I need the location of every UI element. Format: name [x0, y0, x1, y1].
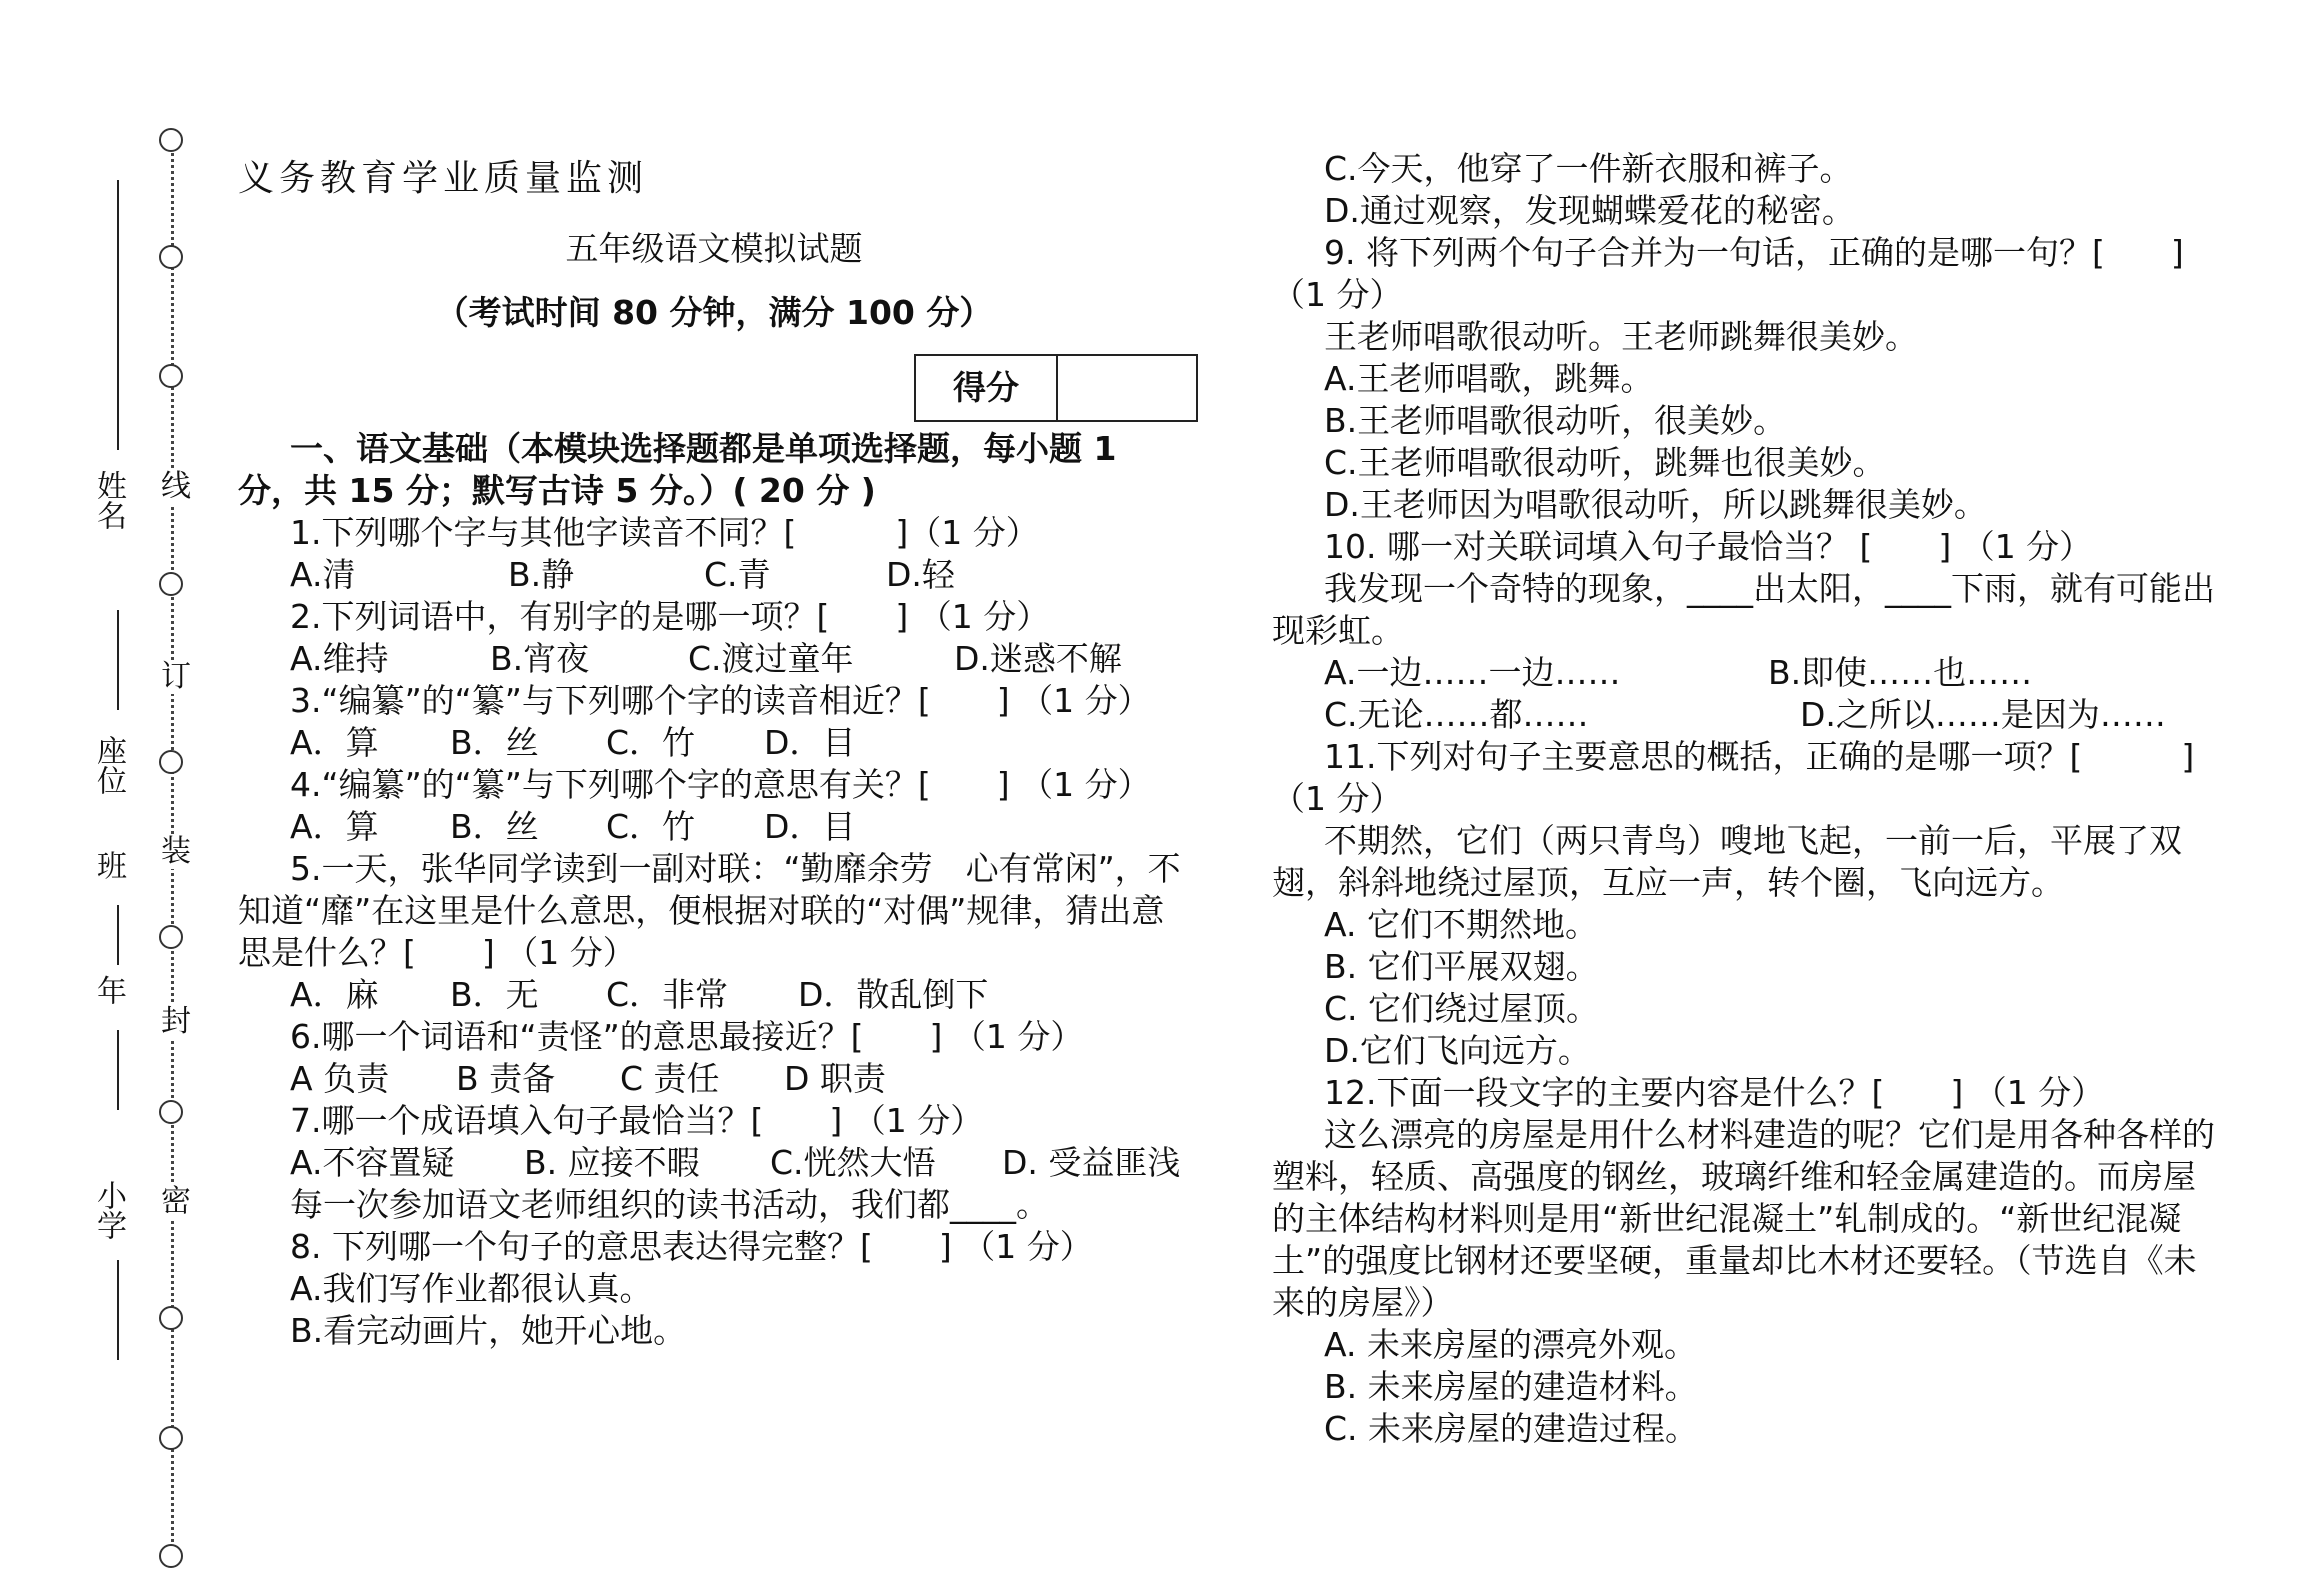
option[interactable]: A．算	[290, 807, 379, 846]
option[interactable]: D．目	[764, 807, 856, 846]
question-5-options	[238, 974, 1190, 1016]
option[interactable]: B．无	[450, 975, 539, 1014]
question-11-stem: 11.下列对句子主要意思的概括，正确的是哪一项？[ ]（1 分）	[1272, 737, 2195, 818]
question-9-sentence: 王老师唱歌很动听。王老师跳舞很美妙。	[1324, 317, 1918, 356]
option[interactable]: C．竹	[606, 807, 696, 846]
exam-time-note: （考试时间 80 分钟，满分 100 分）	[435, 293, 993, 332]
field-school-text: 小学	[91, 1180, 126, 1240]
option[interactable]: C．非常	[606, 975, 729, 1014]
option[interactable]: A.一边……一边……	[1324, 653, 1621, 692]
question-9-stem: 9. 将下列两个句子合并为一句话，正确的是哪一句？[ ] （1 分）	[1272, 233, 2184, 314]
seal-char-xian: 线	[161, 469, 191, 504]
option[interactable]: B.静	[508, 555, 575, 594]
option[interactable]: C.青	[704, 555, 771, 594]
question-11-option-b[interactable]: B. 它们平展双翅。	[1324, 947, 1599, 986]
field-class-label	[90, 850, 130, 880]
option[interactable]: B.宵夜	[490, 639, 590, 678]
seal-char-mi: 密	[161, 1184, 191, 1219]
seal-circle	[159, 1306, 183, 1330]
field-seat-label	[90, 735, 130, 795]
question-6-options	[238, 1058, 1190, 1100]
question-7-stem: 7.哪一个成语填入句子最恰当？[ ] （1 分）	[290, 1101, 984, 1140]
seal-circle	[159, 245, 183, 269]
question-10-options-row1	[1272, 652, 2220, 694]
section-heading: 一、语文基础（本模块选择题都是单项选择题，每小题 1 分，共 15 分；默写古诗 5 分。）( 20 分 )	[238, 429, 1117, 510]
option[interactable]: A．算	[290, 723, 379, 762]
seal-char-feng: 封	[161, 1004, 191, 1039]
option[interactable]: B．丝	[450, 723, 539, 762]
question-8-option-a[interactable]: A.我们写作业都很认真。	[290, 1269, 653, 1308]
field-name-label	[90, 470, 130, 530]
question-8-option-b[interactable]: B.看完动画片，她开心地。	[290, 1311, 687, 1350]
seal-circle	[159, 1100, 183, 1124]
question-4-options	[238, 806, 1190, 848]
question-9-option-c[interactable]: C.王老师唱歌很动听，跳舞也很美妙。	[1324, 443, 1886, 482]
option[interactable]: B 责备	[456, 1059, 556, 1098]
option[interactable]: D.之所以……是因为……	[1800, 695, 2166, 734]
score-label: 得分	[916, 356, 1058, 420]
question-8-option-c[interactable]: C.今天，他穿了一件新衣服和裤子。	[1324, 149, 1853, 188]
question-9-option-a[interactable]: A.王老师唱歌，跳舞。	[1324, 359, 1654, 398]
option[interactable]: D. 受益匪浅	[1002, 1143, 1181, 1182]
question-4-stem: 4.“编纂”的“纂”与下列哪个字的意思有关？[ ] （1 分）	[290, 765, 1151, 804]
question-10-stem: 10. 哪一对关联词填入句子最恰当？ [ ] （1 分）	[1324, 527, 2093, 566]
seal-char-ding: 订	[161, 659, 191, 694]
question-10-options-row2	[1272, 694, 2220, 736]
option[interactable]: D 职责	[784, 1059, 886, 1098]
option[interactable]: D．散乱倒下	[798, 975, 989, 1014]
field-grade-label	[90, 975, 130, 1005]
option[interactable]: C 责任	[620, 1059, 720, 1098]
option[interactable]: A.不容置疑	[290, 1143, 455, 1182]
option[interactable]: B．丝	[450, 807, 539, 846]
option[interactable]: B.即使……也……	[1768, 653, 2033, 692]
question-2-options	[238, 638, 1190, 680]
question-7-sentence: 每一次参加语文老师组织的读书活动，我们都____。	[290, 1185, 1049, 1224]
score-box	[914, 354, 1198, 422]
seal-circle	[159, 1544, 183, 1568]
question-1-options	[238, 554, 1190, 596]
option[interactable]: B. 应接不暇	[524, 1143, 700, 1182]
question-5-stem: 5.一天，张华同学读到一副对联：“勤靡余劳 心有常闲”，不知道“靡”在这里是什么意思，便根据对联的“对偶”规律，猜出意思是什么？[ ] （1 分）	[238, 849, 1181, 972]
field-seat-text: 座位	[91, 735, 126, 795]
seal-circle	[159, 572, 183, 596]
option[interactable]: C.无论……都……	[1324, 695, 1589, 734]
question-8-option-d[interactable]: D.通过观察，发现蝴蝶爱花的秘密。	[1324, 191, 1855, 230]
option[interactable]: D.轻	[886, 555, 955, 594]
question-11-sentence: 不期然，它们（两只青鸟）嗖地飞起，一前一后，平展了双翅，斜斜地绕过屋顶，互应一声，转个圈，飞向远方。	[1272, 821, 2182, 902]
question-9-option-d[interactable]: D.王老师因为唱歌很动听，所以跳舞很美妙。	[1324, 485, 1987, 524]
question-12-stem: 12.下面一段文字的主要内容是什么？[ ] （1 分）	[1324, 1073, 2105, 1112]
question-11-option-a[interactable]: A. 它们不期然地。	[1324, 905, 1598, 944]
field-grade-text: 年	[91, 975, 126, 1005]
option[interactable]: C.渡过童年	[688, 639, 854, 678]
grade-line	[117, 1030, 119, 1110]
field-name-text: 姓名	[91, 470, 126, 530]
question-9-option-b[interactable]: B.王老师唱歌很动听，很美妙。	[1324, 401, 1787, 440]
question-12-option-b[interactable]: B. 未来房屋的建造材料。	[1324, 1367, 1698, 1406]
left-column	[238, 150, 1190, 1352]
right-column	[1272, 148, 2220, 1450]
option[interactable]: A.维持	[290, 639, 389, 678]
class-line	[117, 905, 119, 965]
question-1-stem: 1.下列哪个字与其他字读音不同？[ ]（1 分）	[290, 513, 1039, 552]
question-6-stem: 6.哪一个词语和“责怪”的意思最接近？[ ] （1 分）	[290, 1017, 1084, 1056]
question-12-option-c[interactable]: C. 未来房屋的建造过程。	[1324, 1409, 1699, 1448]
seal-circle	[159, 1426, 183, 1450]
seal-circle	[159, 364, 183, 388]
exam-title: 义务教育学业质量监测	[238, 158, 649, 199]
seat-line	[117, 610, 119, 710]
binding-margin	[0, 0, 200, 1595]
question-11-option-d[interactable]: D.它们飞向远方。	[1324, 1031, 1591, 1070]
score-input-cell[interactable]	[1058, 356, 1196, 420]
seal-circle	[159, 128, 183, 152]
question-10-sentence: 我发现一个奇特的现象，____出太阳，____下雨，就有可能出现彩虹。	[1272, 569, 2215, 650]
field-school-label	[90, 1180, 130, 1240]
option[interactable]: A 负责	[290, 1059, 390, 1098]
option[interactable]: D.迷惑不解	[954, 639, 1122, 678]
question-12-option-a[interactable]: A. 未来房屋的漂亮外观。	[1324, 1325, 1697, 1364]
option[interactable]: C．竹	[606, 723, 696, 762]
seal-char-zhuang: 装	[161, 834, 191, 869]
school-line	[117, 1260, 119, 1360]
option[interactable]: D．目	[764, 723, 856, 762]
seal-circle	[159, 925, 183, 949]
question-2-stem: 2.下列词语中，有别字的是哪一项？[ ] （1 分）	[290, 597, 1050, 636]
option[interactable]: C.恍然大悟	[770, 1143, 936, 1182]
question-12-passage: 这么漂亮的房屋是用什么材料建造的呢？它们是用各种各样的塑料，轻质、高强度的钢丝，玻璃纤维和轻金属建造的。而房屋的主体结构材料则是用“新世纪混凝土”轧制成的。“新世纪混凝土”的强度比钢材还要坚硬，重量却比木材还要轻。（节选自《未来的房屋》）	[1272, 1115, 2215, 1322]
seal-circle	[159, 750, 183, 774]
question-7-options	[238, 1142, 1190, 1184]
question-11-option-c[interactable]: C. 它们绕过屋顶。	[1324, 989, 1600, 1028]
option[interactable]: A．麻	[290, 975, 379, 1014]
exam-subtitle: 五年级语文模拟试题	[565, 229, 863, 268]
question-3-stem: 3.“编纂”的“纂”与下列哪个字的读音相近？[ ] （1 分）	[290, 681, 1151, 720]
option[interactable]: A.清	[290, 555, 356, 594]
question-8-stem: 8. 下列哪一个句子的意思表达得完整？[ ] （1 分）	[290, 1227, 1093, 1266]
field-class-text: 班	[91, 850, 126, 880]
name-line	[117, 180, 119, 450]
question-3-options	[238, 722, 1190, 764]
